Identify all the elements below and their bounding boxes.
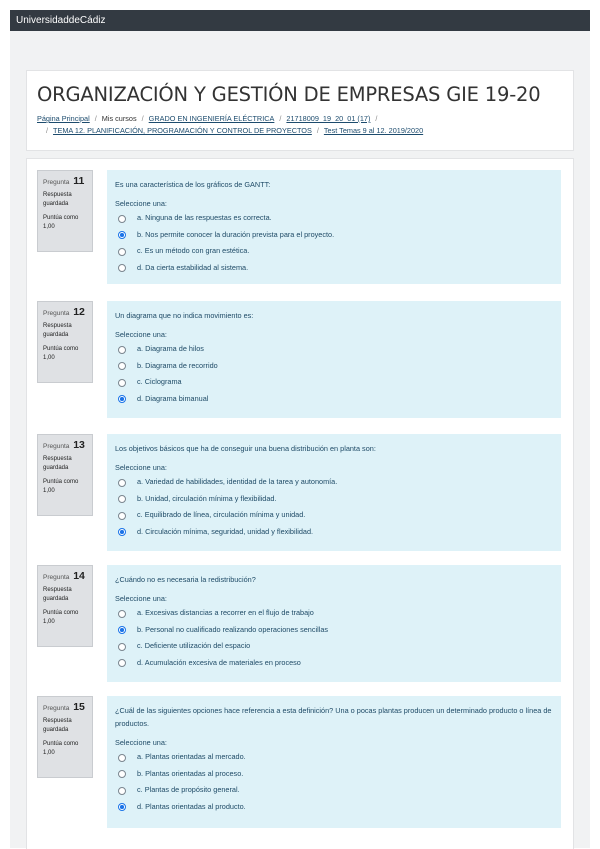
radio-button[interactable]	[118, 248, 126, 256]
question-number: 11	[73, 175, 85, 187]
question-label: Pregunta	[43, 574, 70, 581]
quiz-content	[26, 158, 574, 849]
radio-button[interactable]	[118, 215, 126, 223]
answer-option-d[interactable]: d. Acumulación excesiva de materiales en proceso	[115, 655, 553, 672]
question-state: Respuesta guardada	[43, 192, 72, 207]
answer-option-d[interactable]: d. Plantas orientadas al producto.	[115, 799, 553, 816]
answer-option-a[interactable]: a. Variedad de habilidades, identidad de la tarea y autonomía.	[115, 474, 553, 491]
question-text: Un diagrama que no indica movimiento es:	[115, 311, 254, 320]
breadcrumb-line-2: / TEMA 12. PLANIFICACIÓN, PROGRAMACIÓN Y CONTROL DE PROYECTOS / Test Temas 9 al 12. 2019/2020	[46, 126, 424, 135]
course-header	[26, 70, 574, 151]
question-text: ¿Cuándo no es necesaria la redistribución?	[115, 575, 256, 584]
answer-option-a[interactable]: a. Plantas orientadas al mercado.	[115, 749, 553, 766]
answer-prompt: Seleccione una:	[115, 199, 167, 208]
question-label: Pregunta	[43, 443, 70, 450]
question-body	[107, 434, 561, 551]
answer-prompt: Seleccione una:	[115, 330, 167, 339]
question-text: ¿Cuál de las siguientes opciones hace referencia a esta definición? Una o pocas plantas producen un determinado producto o línea de productos.	[115, 706, 552, 728]
answer-options	[115, 605, 553, 671]
question-info	[37, 434, 93, 516]
breadcrumb-home[interactable]: Página Principal	[37, 114, 90, 123]
radio-button[interactable]	[118, 754, 126, 762]
radio-button[interactable]	[118, 643, 126, 651]
question-text: Los objetivos básicos que ha de conseguir una buena distribución en planta son:	[115, 444, 376, 453]
question-grade: Puntúa como 1,00	[43, 479, 79, 494]
question-grade: Puntúa como 1,00	[43, 610, 79, 625]
question-grade: Puntúa como 1,00	[43, 215, 79, 230]
answer-option-c[interactable]: c. Ciclograma	[115, 374, 553, 391]
question-info	[37, 301, 93, 383]
breadcrumb-topic[interactable]: TEMA 12. PLANIFICACIÓN, PROGRAMACIÓN Y CONTROL DE PROYECTOS	[53, 126, 312, 135]
answer-prompt: Seleccione una:	[115, 594, 167, 603]
question-info	[37, 565, 93, 647]
answer-option-a[interactable]: a. Diagrama de hilos	[115, 341, 553, 358]
question-state: Respuesta guardada	[43, 456, 72, 471]
radio-button[interactable]	[118, 770, 126, 778]
question-body	[107, 696, 561, 828]
question-body	[107, 170, 561, 284]
breadcrumb-quiz[interactable]: Test Temas 9 al 12. 2019/2020	[323, 126, 424, 135]
radio-button[interactable]	[118, 495, 126, 503]
question-number: 15	[73, 701, 85, 713]
radio-button-selected[interactable]	[118, 626, 126, 634]
breadcrumb: Página Principal / Mis cursos / GRADO EN INGENIERÍA ELÉCTRICA / 21718009_19_20_01 (17) /	[37, 114, 378, 123]
question-grade: Puntúa como 1,00	[43, 346, 79, 361]
question-state: Respuesta guardada	[43, 323, 72, 338]
answer-option-b[interactable]: b. Unidad, circulación mínima y flexibilidad.	[115, 491, 553, 508]
radio-button[interactable]	[118, 362, 126, 370]
question-grade: Puntúa como 1,00	[43, 741, 79, 756]
question-info	[37, 696, 93, 778]
radio-button[interactable]	[118, 659, 126, 667]
answer-prompt: Seleccione una:	[115, 738, 167, 747]
answer-option-b[interactable]: b. Plantas orientadas al proceso.	[115, 766, 553, 783]
radio-button-selected[interactable]	[118, 803, 126, 811]
answer-option-a[interactable]: a. Ninguna de las respuestas es correcta.	[115, 210, 553, 227]
radio-button[interactable]	[118, 610, 126, 618]
question-body	[107, 301, 561, 418]
question-state: Respuesta guardada	[43, 587, 72, 602]
answer-options	[115, 474, 553, 540]
answer-option-c[interactable]: c. Deficiente utilización del espacio	[115, 638, 553, 655]
answer-options	[115, 749, 553, 815]
answer-prompt: Seleccione una:	[115, 463, 167, 472]
radio-button-selected[interactable]	[118, 231, 126, 239]
answer-option-c[interactable]: c. Plantas de propósito general.	[115, 782, 553, 799]
breadcrumb-course[interactable]: 21718009_19_20_01 (17)	[286, 114, 371, 123]
radio-button[interactable]	[118, 264, 126, 272]
top-navbar	[10, 10, 590, 31]
university-logo[interactable]: UniversidaddeCádiz	[16, 15, 106, 26]
radio-button-selected[interactable]	[118, 395, 126, 403]
question-label: Pregunta	[43, 310, 70, 317]
question-label: Pregunta	[43, 705, 70, 712]
answer-option-b[interactable]: b. Diagrama de recorrido	[115, 358, 553, 375]
answer-option-a[interactable]: a. Excesivas distancias a recorrer en el flujo de trabajo	[115, 605, 553, 622]
radio-button-selected[interactable]	[118, 528, 126, 536]
answer-option-d[interactable]: d. Circulación mínima, seguridad, unidad y flexibilidad.	[115, 524, 553, 541]
answer-option-c[interactable]: c. Es un método con gran estética.	[115, 243, 553, 260]
radio-button[interactable]	[118, 479, 126, 487]
radio-button[interactable]	[118, 379, 126, 387]
answer-option-b[interactable]: b. Personal no cualificado realizando operaciones sencillas	[115, 622, 553, 639]
question-label: Pregunta	[43, 179, 70, 186]
radio-button[interactable]	[118, 512, 126, 520]
answer-option-d[interactable]: d. Da cierta estabilidad al sistema.	[115, 260, 553, 277]
question-body	[107, 565, 561, 682]
question-text: Es una característica de los gráficos de GANTT:	[115, 180, 271, 189]
answer-option-c[interactable]: c. Equilibrado de línea, circulación mínima y unidad.	[115, 507, 553, 524]
question-number: 14	[73, 570, 85, 582]
answer-option-d[interactable]: d. Diagrama bimanual	[115, 391, 553, 408]
answer-options	[115, 210, 553, 276]
question-number: 13	[73, 439, 85, 451]
breadcrumb-my-courses[interactable]: Mis cursos	[101, 114, 137, 123]
question-info	[37, 170, 93, 252]
radio-button[interactable]	[118, 346, 126, 354]
question-state: Respuesta guardada	[43, 718, 72, 733]
answer-option-b[interactable]: b. Nos permite conocer la duración prevista para el proyecto.	[115, 227, 553, 244]
question-number: 12	[73, 306, 85, 318]
breadcrumb-degree[interactable]: GRADO EN INGENIERÍA ELÉCTRICA	[148, 114, 275, 123]
answer-options	[115, 341, 553, 407]
radio-button[interactable]	[118, 787, 126, 795]
page-title: ORGANIZACIÓN Y GESTIÓN DE EMPRESAS GIE 19-20	[37, 83, 541, 106]
